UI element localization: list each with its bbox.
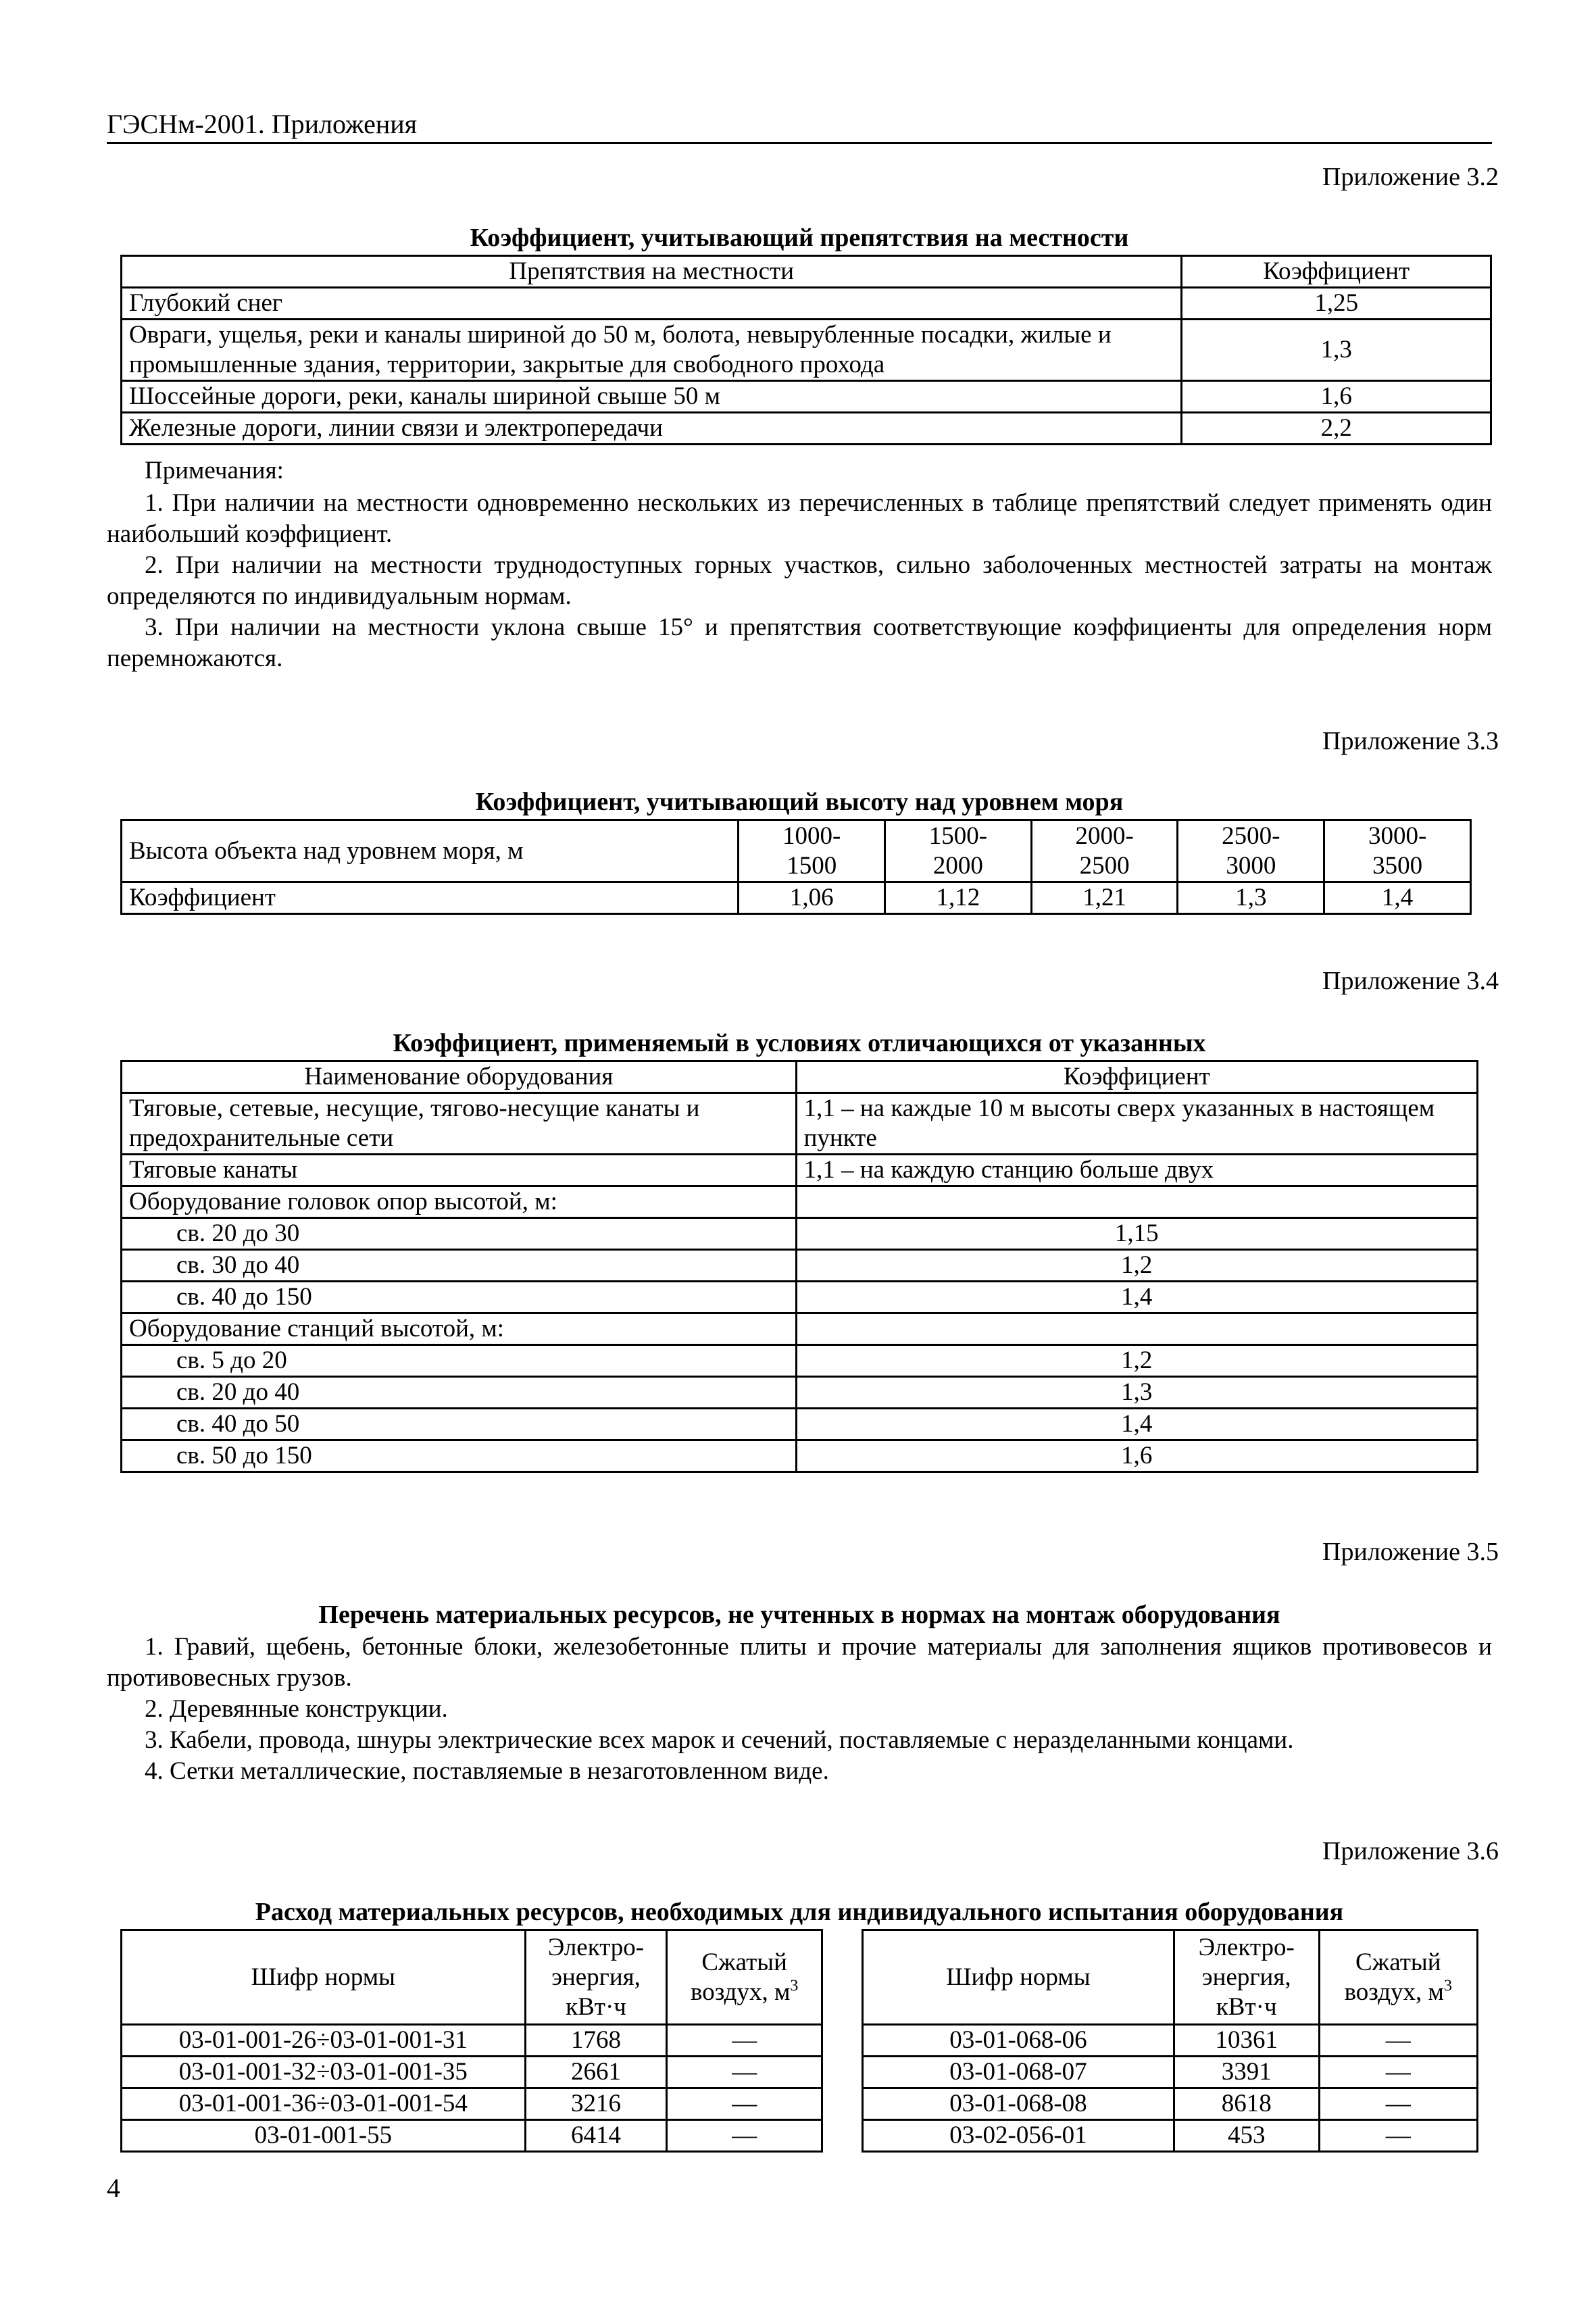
norm-code: 03-01-068-08 bbox=[863, 2088, 1174, 2120]
equipment-name: Оборудование головок опор высотой, м: bbox=[122, 1186, 797, 1218]
table-row bbox=[122, 2057, 822, 2088]
table-row bbox=[863, 2057, 1478, 2088]
table-row bbox=[122, 381, 1491, 413]
annex-3-6-title: Расход материальных ресурсов, необходимых для индивидуального испытания оборудования bbox=[255, 1898, 1344, 1926]
norm-code: 03-01-001-55 bbox=[122, 2120, 526, 2152]
table-row bbox=[122, 1345, 1478, 1377]
table-row bbox=[122, 288, 1491, 320]
equipment-name: св. 20 до 30 bbox=[122, 1218, 797, 1250]
air-value: — bbox=[1319, 2025, 1477, 2057]
coefficient-row-label: Коэффициент bbox=[122, 882, 739, 914]
table-row bbox=[122, 1093, 1478, 1155]
air-value: — bbox=[1319, 2088, 1477, 2120]
notes-list bbox=[107, 488, 1492, 674]
annex-3-2-title: Коэффициент, учитывающий препятствия на местности bbox=[470, 224, 1129, 252]
material-item: 4. Сетки металлические, поставляемые в незаготовленном виде. bbox=[145, 1757, 829, 1785]
table-row bbox=[122, 320, 1491, 381]
table-row bbox=[122, 1218, 1478, 1250]
annex-3-4-title: Коэффициент, применяемый в условиях отличающихся от указанных bbox=[393, 1029, 1206, 1057]
table-row bbox=[122, 1440, 1478, 1472]
energy-value: 10361 bbox=[1174, 2025, 1319, 2057]
energy-value: 8618 bbox=[1174, 2088, 1319, 2120]
energy-value: 6414 bbox=[525, 2120, 667, 2152]
test-resources-table-left bbox=[120, 1929, 823, 2153]
materials-list bbox=[107, 1632, 1492, 1787]
note-1: 1. При наличии на местности одновременно нескольких из перечисленных в таблице препятствий следует применять один наибольший коэффициент. bbox=[107, 489, 1492, 548]
altitude-coefficient: 1,06 bbox=[739, 882, 885, 914]
note-3: 3. При наличии на местности уклона свыше 15° и препятствия соответствующие коэффициенты для определения норм перемножаются. bbox=[107, 613, 1492, 672]
altitude-range: 1000- 1500 bbox=[739, 820, 885, 882]
norm-code: 03-02-056-01 bbox=[863, 2120, 1174, 2152]
equipment-name: Тяговые канаты bbox=[122, 1155, 797, 1186]
air-col-header: Сжатый воздух, $м^3$ bbox=[1319, 1930, 1477, 2025]
header-title: ГЭСНм-2001. Приложения bbox=[107, 109, 418, 139]
table-row bbox=[863, 2025, 1478, 2057]
equipment-coefficient: 1,3 bbox=[796, 1377, 1477, 1409]
annex-3-5-label: Приложение 3.5 bbox=[1322, 1538, 1499, 1566]
table-row bbox=[122, 2025, 822, 2057]
annex-3-2-label: Приложение 3.2 bbox=[1322, 163, 1499, 191]
equipment-coefficient: 1,2 bbox=[796, 1250, 1477, 1282]
material-item: 2. Деревянные конструкции. bbox=[145, 1695, 448, 1723]
obstacles-table bbox=[120, 255, 1492, 445]
equipment-name: св. 50 до 150 bbox=[122, 1440, 797, 1472]
equipment-name: Тяговые, сетевые, несущие, тягово-несущие канаты и предохранительные сети bbox=[122, 1093, 797, 1155]
test-resources-table-right bbox=[862, 1929, 1478, 2153]
code-col-header: Шифр нормы bbox=[122, 1930, 526, 2025]
annex-3-3-title: Коэффициент, учитывающий высоту над уровнем моря bbox=[475, 788, 1124, 816]
air-value: — bbox=[667, 2088, 822, 2120]
equipment-coefficient: 1,4 bbox=[796, 1409, 1477, 1440]
altitude-range: 2500- 3000 bbox=[1178, 820, 1324, 882]
altitude-range: 3000- 3500 bbox=[1324, 820, 1471, 882]
annex-3-6-label: Приложение 3.6 bbox=[1322, 1837, 1499, 1865]
energy-col-header: Электро- энергия, кВт·ч bbox=[1174, 1930, 1319, 2025]
energy-value: 3216 bbox=[525, 2088, 667, 2120]
energy-value: 453 bbox=[1174, 2120, 1319, 2152]
altitude-coefficient: 1,3 bbox=[1178, 882, 1324, 914]
table-row bbox=[122, 1282, 1478, 1313]
note-2: 2. При наличии на местности труднодоступных горных участков, сильно заболоченных местностей затраты на монтаж определяются по индивидуальным нормам. bbox=[107, 551, 1492, 610]
table-row bbox=[863, 2120, 1478, 2152]
energy-col-header: Электро- энергия, кВт·ч bbox=[525, 1930, 667, 2025]
energy-value: 3391 bbox=[1174, 2057, 1319, 2088]
air-value: — bbox=[667, 2025, 822, 2057]
equipment-name: св. 40 до 150 bbox=[122, 1282, 797, 1313]
equipment-coefficient: 1,4 bbox=[796, 1282, 1477, 1313]
altitude-coefficient: 1,21 bbox=[1031, 882, 1178, 914]
running-header bbox=[107, 101, 1492, 144]
equipment-coefficient: 1,1 – на каждые 10 м высоты сверх указанных в настоящем пункте bbox=[796, 1093, 1477, 1155]
table-row bbox=[863, 2088, 1478, 2120]
obstacle-coefficient: 2,2 bbox=[1182, 413, 1491, 445]
obstacle-name: Шоссейные дороги, реки, каналы шириной свыше 50 м bbox=[122, 381, 1182, 413]
equipment-name: св. 30 до 40 bbox=[122, 1250, 797, 1282]
conditions-table bbox=[120, 1060, 1478, 1473]
air-col-header: Сжатый воздух, $м^3$ bbox=[667, 1930, 822, 2025]
norm-code: 03-01-001-26÷03-01-001-31 bbox=[122, 2025, 526, 2057]
equipment-coefficient: 1,6 bbox=[796, 1440, 1477, 1472]
equipment-col-header: Наименование оборудования bbox=[122, 1061, 797, 1093]
equipment-coefficient: 1,15 bbox=[796, 1218, 1477, 1250]
notes-heading: Примечания: bbox=[145, 457, 284, 484]
obstacles-col-header: Препятствия на местности bbox=[122, 256, 1182, 288]
obstacle-name: Овраги, ущелья, реки и каналы шириной до 50 м, болота, невырубленные посадки, жилые и промышленные здания, территории, закрытые для свободного прохода bbox=[122, 320, 1182, 381]
table-row bbox=[122, 1313, 1478, 1345]
coefficient-col-header: Коэффициент bbox=[1182, 256, 1491, 288]
annex-3-4-label: Приложение 3.4 bbox=[1322, 967, 1499, 995]
equipment-name: св. 40 до 50 bbox=[122, 1409, 797, 1440]
table-row bbox=[122, 2088, 822, 2120]
equipment-coefficient bbox=[796, 1186, 1477, 1218]
energy-value: 1768 bbox=[525, 2025, 667, 2057]
coefficient-col-header: Коэффициент bbox=[796, 1061, 1477, 1093]
equipment-name: св. 5 до 20 bbox=[122, 1345, 797, 1377]
altitude-range: 1500- 2000 bbox=[885, 820, 1032, 882]
obstacle-coefficient: 1,6 bbox=[1182, 381, 1491, 413]
table-row bbox=[122, 1377, 1478, 1409]
table-row bbox=[122, 1155, 1478, 1186]
page-number: 4 bbox=[107, 2173, 120, 2203]
equipment-coefficient: 1,1 – на каждую станцию больше двух bbox=[796, 1155, 1477, 1186]
equipment-coefficient: 1,2 bbox=[796, 1345, 1477, 1377]
air-value: — bbox=[667, 2120, 822, 2152]
equipment-name: Оборудование станций высотой, м: bbox=[122, 1313, 797, 1345]
air-value: — bbox=[667, 2057, 822, 2088]
table-row bbox=[122, 1186, 1478, 1218]
altitude-row-label: Высота объекта над уровнем моря, м bbox=[122, 820, 739, 882]
table-row bbox=[122, 1250, 1478, 1282]
obstacle-name: Железные дороги, линии связи и электропередачи bbox=[122, 413, 1182, 445]
altitude-coefficient: 1,12 bbox=[885, 882, 1032, 914]
annex-3-5-title: Перечень материальных ресурсов, не учтенных в нормах на монтаж оборудования bbox=[318, 1601, 1280, 1629]
altitude-coefficient: 1,4 bbox=[1324, 882, 1471, 914]
material-item: 1. Гравий, щебень, бетонные блоки, железобетонные плиты и прочие материалы для заполнения ящиков противовесов и противовесных грузов. bbox=[107, 1633, 1492, 1692]
material-item: 3. Кабели, провода, шнуры электрические всех марок и сечений, поставляемые с неразделанными концами. bbox=[145, 1726, 1294, 1754]
obstacle-name: Глубокий снег bbox=[122, 288, 1182, 320]
equipment-name: св. 20 до 40 bbox=[122, 1377, 797, 1409]
annex-3-3-label: Приложение 3.3 bbox=[1322, 727, 1499, 755]
obstacle-coefficient: 1,25 bbox=[1182, 288, 1491, 320]
equipment-coefficient bbox=[796, 1313, 1477, 1345]
norm-code: 03-01-001-36÷03-01-001-54 bbox=[122, 2088, 526, 2120]
altitude-range: 2000- 2500 bbox=[1031, 820, 1178, 882]
table-row bbox=[122, 1409, 1478, 1440]
air-value: — bbox=[1319, 2120, 1477, 2152]
norm-code: 03-01-068-06 bbox=[863, 2025, 1174, 2057]
table-row bbox=[122, 413, 1491, 445]
air-value: — bbox=[1319, 2057, 1477, 2088]
altitude-table bbox=[120, 819, 1472, 915]
norm-code: 03-01-001-32÷03-01-001-35 bbox=[122, 2057, 526, 2088]
energy-value: 2661 bbox=[525, 2057, 667, 2088]
table-row bbox=[122, 2120, 822, 2152]
obstacle-coefficient: 1,3 bbox=[1182, 320, 1491, 381]
norm-code: 03-01-068-07 bbox=[863, 2057, 1174, 2088]
code-col-header: Шифр нормы bbox=[863, 1930, 1174, 2025]
